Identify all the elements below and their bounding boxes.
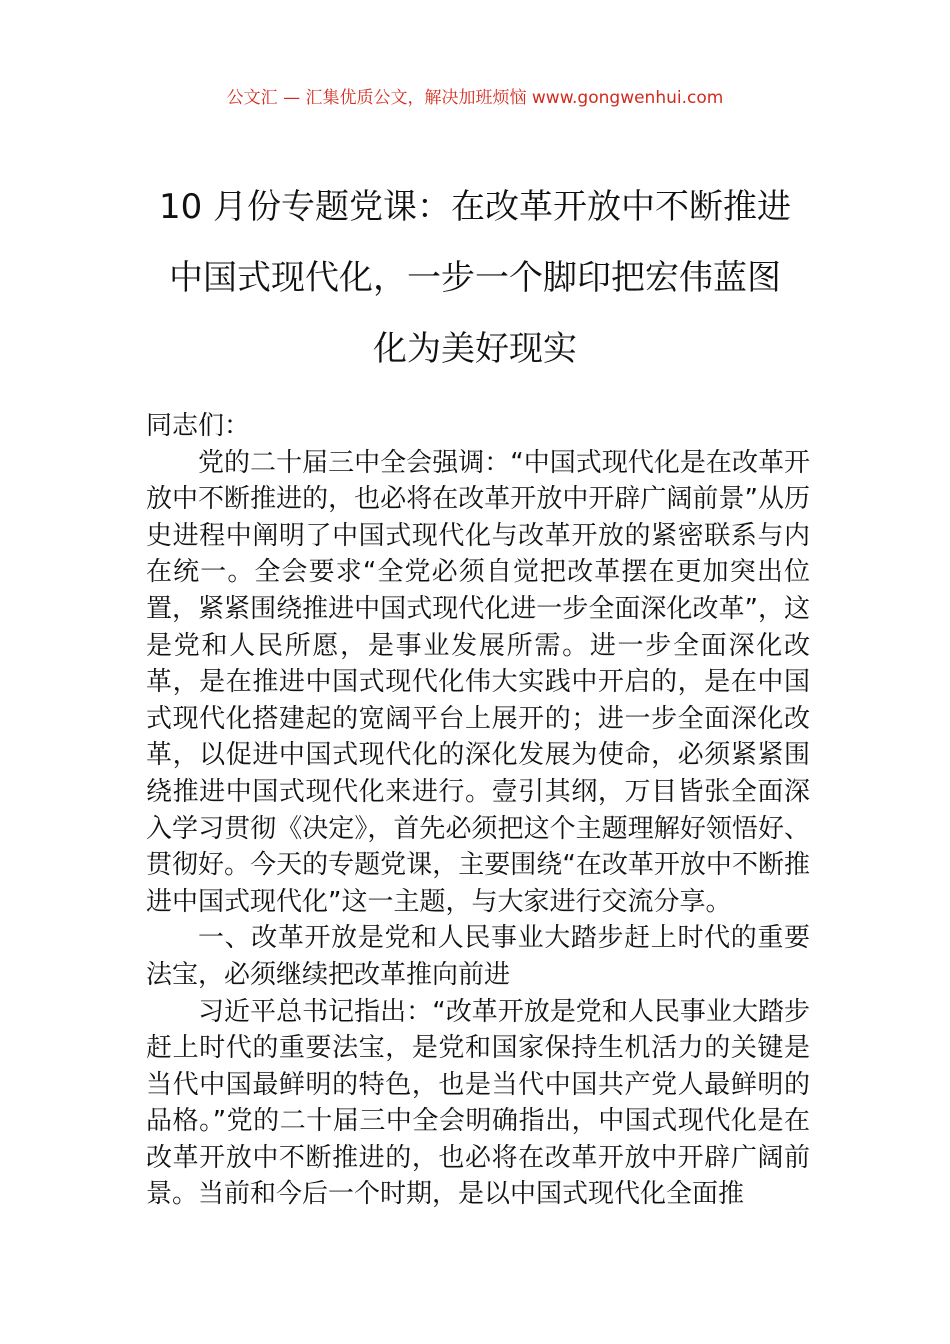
document-title	[120, 172, 830, 385]
header-banner[interactable]: 公文汇 — 汇集优质公文，解决加班烦恼 www.gongwenhui.com	[226, 88, 724, 108]
paragraph-intro: 党的二十届三中全会强调：“中国式现代化是在改革开放中不断推进的，也必将在改革开放中开辟广阔前景”从历史进程中阐明了中国式现代化与改革开放的紧密联系与内在统一。全会要求“全党必须自觉把改革摆在更加突出位置，紧紧围绕推进中国式现代化进一步全面深化改革”，这是党和人民所愿，是事业发展所需。进一步全面深化改革，是在推进中国式现代化伟大实践中开启的，是在中国式现代化搭建起的宽阔平台上展开的；进一步全面深化改革，以促进中国式现代化的深化发展为使命，必须紧紧围绕推进中国式现代化来进行。壹引其纲，万目皆张全面深入学习贯彻《决定》，首先必须把这个主题理解好领悟好、贯彻好。今天的专题党课，主要围绕“在改革开放中不断推进中国式现代化”这一主题，与大家进行交流分享。	[146, 447, 810, 917]
title-line-1: 10 月份专题党课：在改革开放中不断推进	[158, 187, 792, 227]
title-line-3: 化为美好现实	[373, 329, 577, 369]
salutation: 同志们：	[146, 411, 251, 441]
document-body	[146, 408, 810, 1213]
paragraph-section-1: 习近平总书记指出：“改革开放是党和人民事业大踏步赶上时代的重要法宝，是党和国家保持生机活力的关键是当代中国最鲜明的特色，也是当代中国共产党人最鲜明的品格。”党的二十届三中全会明确指出，中国式现代化是在改革开放中不断推进的，也必将在改革开放中开辟广阔前景。当前和今后一个时期，是以中国式现代化全面推	[146, 996, 810, 1210]
title-line-2: 中国式现代化，一步一个脚印把宏伟蓝图	[169, 258, 781, 298]
section-heading-1: 一、改革开放是党和人民事业大踏步赶上时代的重要法宝，必须继续把改革推向前进	[146, 923, 810, 990]
